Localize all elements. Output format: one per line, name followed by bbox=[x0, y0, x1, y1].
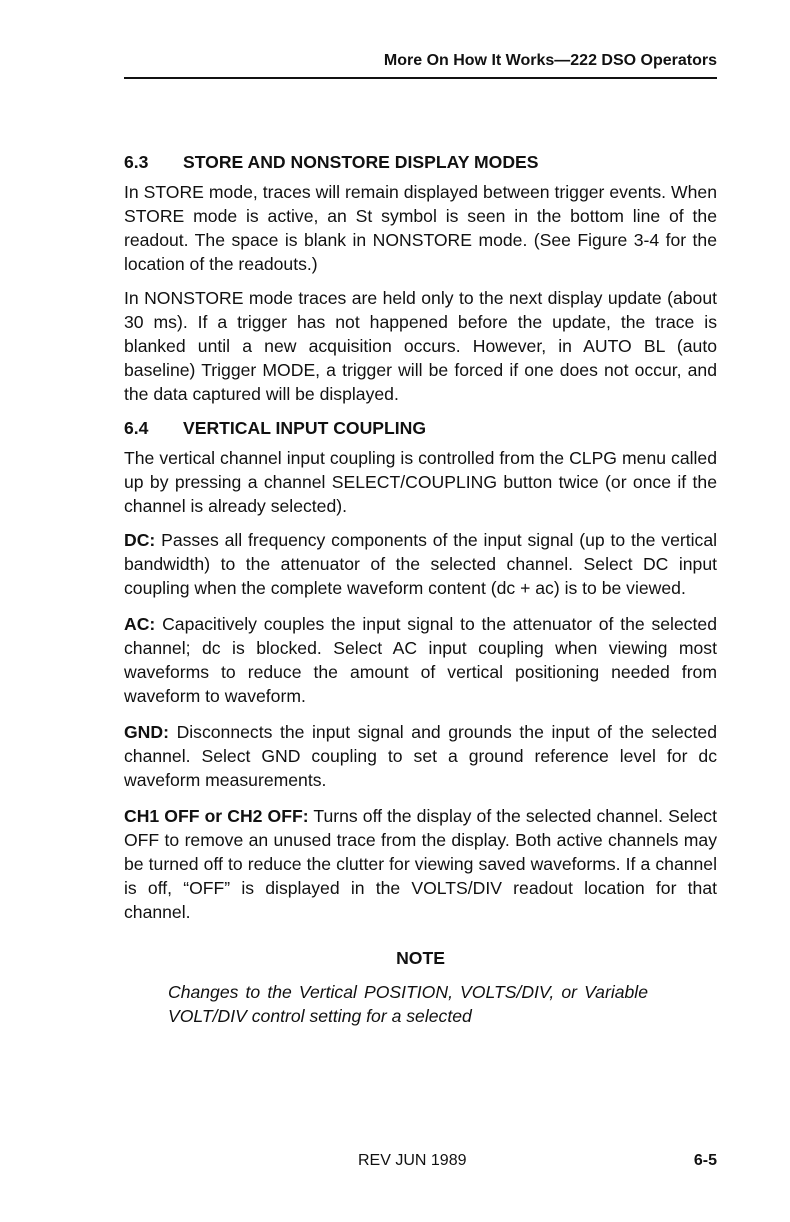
page-body bbox=[124, 150, 717, 1028]
definition-text: Capacitively couples the input signal to the attenuator of the selected channel; dc is blocked. Select AC input coupling when viewing most waveforms to reduce the amount of vertical positioning needed from waveform to waveform. bbox=[124, 614, 718, 706]
definition-channel-off bbox=[124, 804, 717, 924]
definition-text: Disconnects the input signal and grounds the input of the selected channel. Select GND coupling to set a ground reference level for dc waveform measurements. bbox=[124, 722, 718, 790]
definition-ac bbox=[124, 612, 717, 708]
paragraph: In STORE mode, traces will remain displayed between trigger events. When STORE mode is active, an St symbol is seen in the bottom line of the readout. The space is blank in NONSTORE mode. (See Figure 3-4 for the location of the readouts.) bbox=[124, 182, 717, 274]
running-header: More On How It Works—222 DSO Operators bbox=[383, 52, 717, 69]
definition-text: Passes all frequency components of the input signal (up to the vertical bandwidth) to the attenuator of the selected channel. Select DC input coupling when the complete waveform content (dc + ac) is to be viewed. bbox=[124, 530, 718, 598]
section-heading-6-4 bbox=[124, 416, 717, 440]
paragraph: In NONSTORE mode traces are held only to the next display update (about 30 ms). If a trigger has not happened before the update, the trace is blanked until a new acquisition occurs. However, in AUTO BL (auto baseline) Trigger MODE, a trigger will be forced if one does not occur, and the data captured will be displayed. bbox=[124, 288, 717, 404]
definition-term: CH1 OFF or CH2 OFF: bbox=[124, 806, 309, 826]
section-number: 6.4 bbox=[124, 418, 149, 438]
note-heading: NOTE bbox=[396, 948, 445, 968]
definition-gnd bbox=[124, 720, 717, 792]
section-title: STORE AND NONSTORE DISPLAY MODES bbox=[183, 152, 539, 172]
note-text: Changes to the Vertical POSITION, VOLTS/DIV, or Variable VOLT/DIV control setting for a selected bbox=[168, 982, 648, 1026]
revision-date: REV JUN 1989 bbox=[358, 1152, 467, 1169]
section-number: 6.3 bbox=[124, 152, 149, 172]
definition-text: Turns off the display of the selected channel. Select OFF to remove an unused trace from the display. Both active channels may be turned off to reduce the clutter for viewing saved waveforms. If a channel is off, “OFF” is displayed in the VOLTS/DIV readout location for that channel. bbox=[124, 806, 717, 922]
definition-term: GND: bbox=[124, 722, 169, 742]
definition-term: DC: bbox=[124, 530, 156, 550]
header-rule bbox=[124, 77, 717, 79]
definition-dc bbox=[124, 528, 717, 600]
section-title: VERTICAL INPUT COUPLING bbox=[183, 418, 427, 438]
section-heading-6-3 bbox=[124, 150, 717, 174]
page-number: 6-5 bbox=[693, 1152, 717, 1169]
definition-term: AC: bbox=[124, 614, 156, 634]
paragraph: The vertical channel input coupling is controlled from the CLPG menu called up by pressing a channel SELECT/COUPLING button twice (or once if the channel is already selected). bbox=[124, 448, 717, 516]
